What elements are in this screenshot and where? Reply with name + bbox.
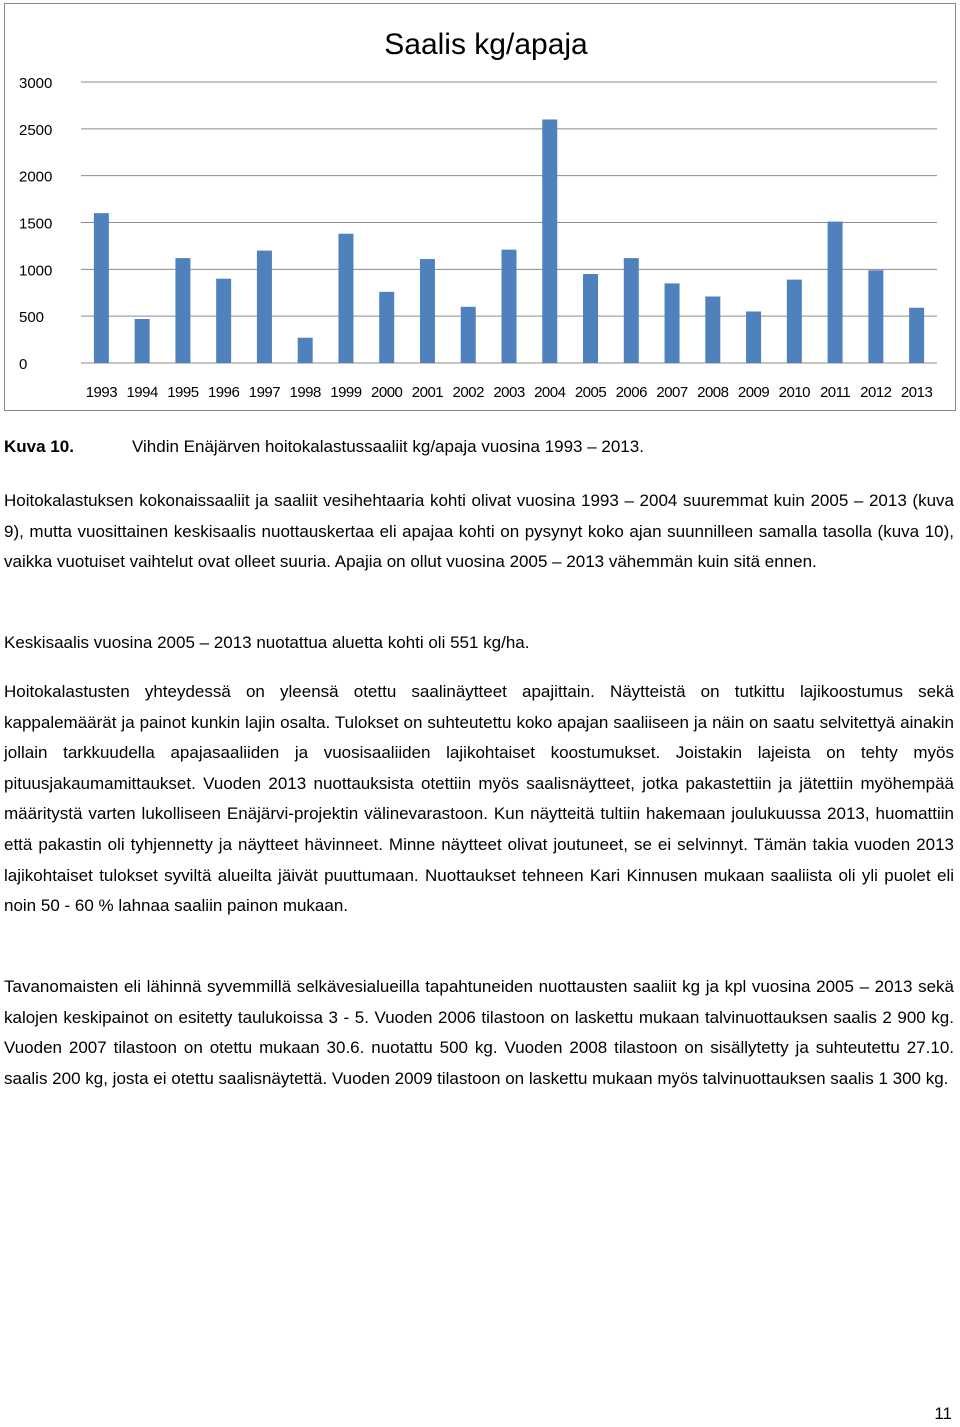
bar-2010 — [787, 280, 802, 363]
x-tick-label: 1995 — [167, 384, 199, 401]
x-tick-label: 2004 — [534, 384, 566, 401]
paragraph-1: Hoitokalastuksen kokonaissaaliit ja saaliit vesihehtaaria kohti olivat vuosina 1993 – 2004 suuremmat kuin 2005 – 2013 (kuva 9), mutta vuosittainen keskisaalis nuottauskertaa eli apajaa kohti on pysynyt koko ajan suunnilleen samalla tasolla (kuva 10), vaikka vuotuiset vaihtelut ovat olleet suuria. Apajia on ollut vuosina 2005 – 2013 vähemmän kuin sitä ennen. — [4, 491, 954, 572]
x-tick-label: 2000 — [371, 384, 403, 401]
x-tick-label: 2002 — [452, 384, 484, 401]
bar-2000 — [379, 292, 394, 363]
bar-1996 — [216, 279, 231, 363]
chart-container — [4, 3, 956, 411]
x-tick-label: 1994 — [126, 384, 158, 401]
x-tick-label: 1998 — [289, 384, 321, 401]
x-tick-label: 2010 — [778, 384, 811, 401]
bar-2002 — [461, 307, 476, 363]
bar-2013 — [909, 308, 924, 363]
caption-number: Kuva 10. — [4, 437, 74, 456]
x-tick-label: 1996 — [207, 384, 240, 401]
chart-title: Saalis kg/apaja — [384, 28, 588, 61]
caption-text: Vihdin Enäjärven hoitokalastussaaliit kg/apaja vuosina 1993 – 2013. — [132, 437, 644, 456]
bar-1995 — [175, 258, 190, 363]
figure-caption — [4, 437, 644, 457]
bar-2007 — [665, 283, 680, 363]
bar-1994 — [135, 319, 150, 363]
bar-2004 — [542, 119, 557, 363]
bar-2001 — [420, 259, 435, 363]
x-tick-label: 2013 — [900, 384, 933, 401]
bar-2003 — [502, 250, 517, 363]
x-tick-label: 2011 — [819, 384, 851, 401]
x-tick-label: 1999 — [330, 384, 362, 401]
x-tick-label: 2009 — [737, 384, 770, 401]
x-tick-label: 2008 — [697, 384, 729, 401]
bar-2005 — [583, 274, 598, 363]
x-tick-label: 2007 — [656, 384, 688, 401]
x-tick-label: 1997 — [248, 384, 281, 401]
x-tick-label: 2003 — [493, 384, 525, 401]
x-tick-label: 1993 — [85, 384, 118, 401]
bar-1999 — [338, 234, 353, 363]
y-tick-label: 1000 — [19, 262, 53, 280]
bar-1997 — [257, 251, 272, 363]
y-tick-label: 0 — [19, 356, 28, 373]
y-tick-label: 3000 — [19, 75, 53, 92]
x-tick-label: 2005 — [574, 384, 607, 401]
y-tick-label: 2500 — [19, 121, 53, 139]
bar-2011 — [828, 222, 843, 363]
x-tick-label: 2006 — [615, 384, 647, 401]
bar-2006 — [624, 258, 639, 363]
y-tick-label: 2000 — [19, 168, 53, 186]
x-tick-label: 2001 — [411, 384, 444, 401]
page-number: 11 — [934, 1404, 952, 1423]
bar-1993 — [94, 213, 109, 363]
paragraph-2: Keskisaalis vuosina 2005 – 2013 nuotattua aluetta kohti oli 551 kg/ha. — [4, 633, 530, 652]
paragraph-4: Tavanomaisten eli lähinnä syvemmillä selkävesialueilla tapahtuneiden nuottausten saaliit kg ja kpl vuosina 2005 – 2013 sekä kalojen keskipainot on esitetty taulukoissa 3 - 5. Vuoden 2006 tilastoon on laskettu mukaan talvinuottauksen saalis 2 900 kg. Vuoden 2007 tilastoon on otettu mukaan 30.6. nuotattu 500 kg. Vuoden 2008 tilastoon on sisällytetty ja suhteutettu 27.10. saalis 200 kg, josta ei otettu saalisnäytettä. Vuoden 2009 tilastoon on laskettu mukaan myös talvinuottauksen saalis 1 300 kg. — [4, 977, 954, 1088]
bar-2012 — [868, 270, 883, 363]
bar-2009 — [746, 311, 761, 363]
y-tick-label: 500 — [19, 309, 45, 327]
y-tick-label: 1500 — [19, 215, 53, 233]
bar-2008 — [705, 296, 720, 363]
bar-chart — [5, 4, 955, 410]
bar-1998 — [298, 338, 313, 363]
paragraph-3: Hoitokalastusten yhteydessä on yleensä otettu saalinäytteet apajittain. Näytteistä on tutkittu lajikoostumus sekä kappalemäärät ja painot kunkin lajin osalta. Tulokset on suhteutettu koko apajan saaliiseen ja näin on saatu selvitettyä ainakin jollain tarkkuudella apajasaaliiden ja vuosisaaliiden lajikohtaiset koostumukset. Joistakin lajeista on tehty myös pituusjakaumamittaukset. Vuoden 2013 nuottauksista otettiin myös saalisnäytteet, jotka pakastettiin ja jätettiin myöhempää määritystä varten lukolliseen Enäjärvi-projektin välinevarastoon. Kun näytteitä tultiin hakemaan joulukuussa 2013, huomattiin että pakastin oli tyhjennetty ja näytteet hävinneet. Minne näytteet olivat joutuneet, se ei selvinnyt. Tämän takia vuoden 2013 lajikohtaiset tulokset syviltä alueilta jäivät puuttumaan. Nuottaukset tehneen Kari Kinnusen mukaan saaliista oli yli puolet eli noin 50 - 60 % lahnaa saaliin painon mukaan. — [4, 682, 954, 916]
x-tick-label: 2012 — [860, 384, 892, 401]
